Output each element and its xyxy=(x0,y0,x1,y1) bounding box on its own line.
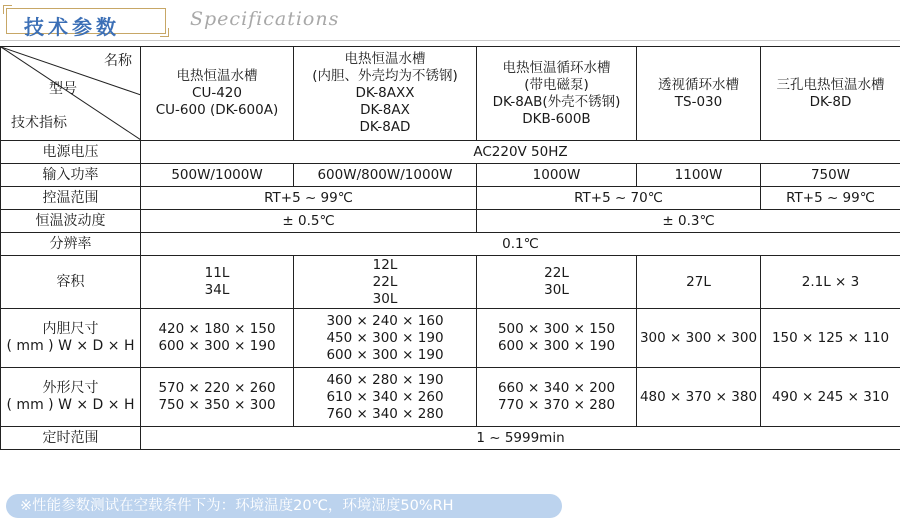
table-cell xyxy=(294,309,477,368)
column-header-line: DK-8AD xyxy=(359,119,411,135)
cell-line: 34L xyxy=(204,282,230,298)
cell-line: 450 × 300 × 190 xyxy=(326,329,444,346)
cell-line: 480 × 370 × 380 xyxy=(639,388,758,405)
column-header xyxy=(637,47,761,141)
table-row xyxy=(1,164,900,187)
cell-line: 300 × 300 × 300 xyxy=(639,329,758,346)
table-row xyxy=(1,233,900,256)
cell-line: 610 × 340 × 260 xyxy=(326,388,444,405)
table-cell: 0.1℃ xyxy=(141,233,900,256)
cell-line: 460 × 280 × 190 xyxy=(326,371,444,388)
table-cell: 600W/800W/1000W xyxy=(294,164,477,187)
row-label: 输入功率 xyxy=(1,164,141,187)
section-title: 技术参数 xyxy=(24,15,120,39)
row-label: 分辨率 xyxy=(1,233,141,256)
spec-table xyxy=(0,46,900,450)
column-header-line: DKB-600B xyxy=(522,110,591,127)
table-cell: AC220V 50HZ xyxy=(141,141,900,164)
table-cell: ± 0.3℃ xyxy=(477,210,900,233)
column-header-line: CU-600 (DK-600A) xyxy=(155,102,279,118)
column-header-line: DK-8AX xyxy=(360,102,410,118)
corner-label-model: 型号 xyxy=(49,81,77,97)
cell-line: 27L xyxy=(686,273,711,290)
row-label: 定时范围 xyxy=(1,427,141,450)
column-header xyxy=(761,47,900,141)
table-row xyxy=(1,309,900,368)
table-cell: 1 ~ 5999min xyxy=(141,427,900,450)
cell-line: 2.1L × 3 xyxy=(801,273,860,290)
column-header-line: DK-8D xyxy=(809,93,852,110)
table-row xyxy=(1,256,900,309)
cell-line: 12L xyxy=(372,256,398,273)
table-cell xyxy=(294,256,477,309)
table-cell xyxy=(761,368,900,427)
table-row xyxy=(1,427,900,450)
cell-line: 600 × 300 × 190 xyxy=(158,338,276,354)
column-header-line: 三孔电热恒温水槽 xyxy=(776,76,885,93)
cell-line: 600 × 300 × 190 xyxy=(326,346,444,363)
section-subtitle: Specifications xyxy=(190,8,340,30)
table-cell: 750W xyxy=(761,164,900,187)
cell-line: 600 × 300 × 190 xyxy=(497,338,616,354)
cell-line: 11L xyxy=(204,265,230,281)
test-condition-note: ※性能参数测试在空载条件下为：环境温度20℃，环境湿度50%RH xyxy=(6,494,562,518)
column-header-line: 电热恒温水槽 xyxy=(176,68,258,84)
row-label: 容积 xyxy=(1,256,141,309)
cell-line: 30L xyxy=(544,282,569,298)
title-frame xyxy=(6,6,166,39)
table-header-row xyxy=(1,47,900,141)
row-label: 电源电压 xyxy=(1,141,141,164)
table-row xyxy=(1,141,900,164)
column-header-line: (内胆、外壳均为不锈钢) xyxy=(312,68,458,84)
cell-line: 22L xyxy=(544,265,569,281)
column-header-line: TS-030 xyxy=(674,93,723,110)
row-label xyxy=(1,309,141,368)
cell-line: 570 × 220 × 260 xyxy=(158,380,276,396)
column-header-line: 电热恒温水槽 xyxy=(344,51,426,67)
column-header-line: 透视循环水槽 xyxy=(658,76,739,93)
cell-line: 760 × 340 × 280 xyxy=(326,405,444,422)
table-cell xyxy=(637,368,761,427)
table-cell: ± 0.5℃ xyxy=(141,210,477,233)
cell-line: 22L xyxy=(372,273,398,290)
table-cell: RT+5 ~ 99℃ xyxy=(141,187,477,210)
cell-line: 490 × 245 × 310 xyxy=(771,388,890,405)
column-header-line: 电热恒温循环水槽 xyxy=(502,59,611,76)
cell-line: 420 × 180 × 150 xyxy=(158,321,276,337)
table-cell: 1000W xyxy=(477,164,637,187)
table-row xyxy=(1,187,900,210)
row-label-line: ( mm ) W × D × H xyxy=(6,397,135,413)
row-label: 恒温波动度 xyxy=(1,210,141,233)
table-cell xyxy=(294,368,477,427)
section-header xyxy=(0,0,900,42)
table-cell: 500W/1000W xyxy=(141,164,294,187)
table-row xyxy=(1,210,900,233)
table-cell xyxy=(637,256,761,309)
table-cell xyxy=(141,309,294,368)
table-cell xyxy=(477,309,637,368)
column-header-line: (带电磁泵) xyxy=(524,76,589,93)
column-header xyxy=(477,47,637,141)
cell-line: 750 × 350 × 300 xyxy=(158,397,276,413)
row-label: 控温范围 xyxy=(1,187,141,210)
row-label-line: ( mm ) W × D × H xyxy=(6,338,135,354)
cell-line: 150 × 125 × 110 xyxy=(771,329,890,346)
cell-line: 500 × 300 × 150 xyxy=(497,321,616,337)
cell-line: 30L xyxy=(372,290,398,307)
corner-label-tech: 技术指标 xyxy=(11,115,67,131)
cell-line: 660 × 340 × 200 xyxy=(497,380,616,396)
cell-line: 300 × 240 × 160 xyxy=(326,312,444,329)
table-cell xyxy=(141,368,294,427)
column-header xyxy=(141,47,294,141)
header-corner-cell xyxy=(1,47,141,141)
table-cell xyxy=(637,309,761,368)
row-label-line: 外形尺寸 xyxy=(42,380,99,396)
column-header-line: DK-8AXX xyxy=(355,85,415,101)
row-label xyxy=(1,368,141,427)
table-cell: 1100W xyxy=(637,164,761,187)
table-cell: RT+5 ~ 70℃ xyxy=(477,187,761,210)
table-cell xyxy=(141,256,294,309)
table-cell: RT+5 ~ 99℃ xyxy=(761,187,900,210)
corner-label-name: 名称 xyxy=(104,53,132,69)
table-row xyxy=(1,368,900,427)
row-label-line: 内胆尺寸 xyxy=(42,321,99,337)
column-header xyxy=(294,47,477,141)
table-cell xyxy=(477,368,637,427)
table-cell xyxy=(477,256,637,309)
table-cell xyxy=(761,309,900,368)
cell-line: 770 × 370 × 280 xyxy=(497,397,616,413)
header-divider xyxy=(0,40,900,41)
table-cell xyxy=(761,256,900,309)
column-header-line: DK-8AB(外壳不锈钢) xyxy=(492,93,621,110)
column-header-line: CU-420 xyxy=(192,85,242,101)
